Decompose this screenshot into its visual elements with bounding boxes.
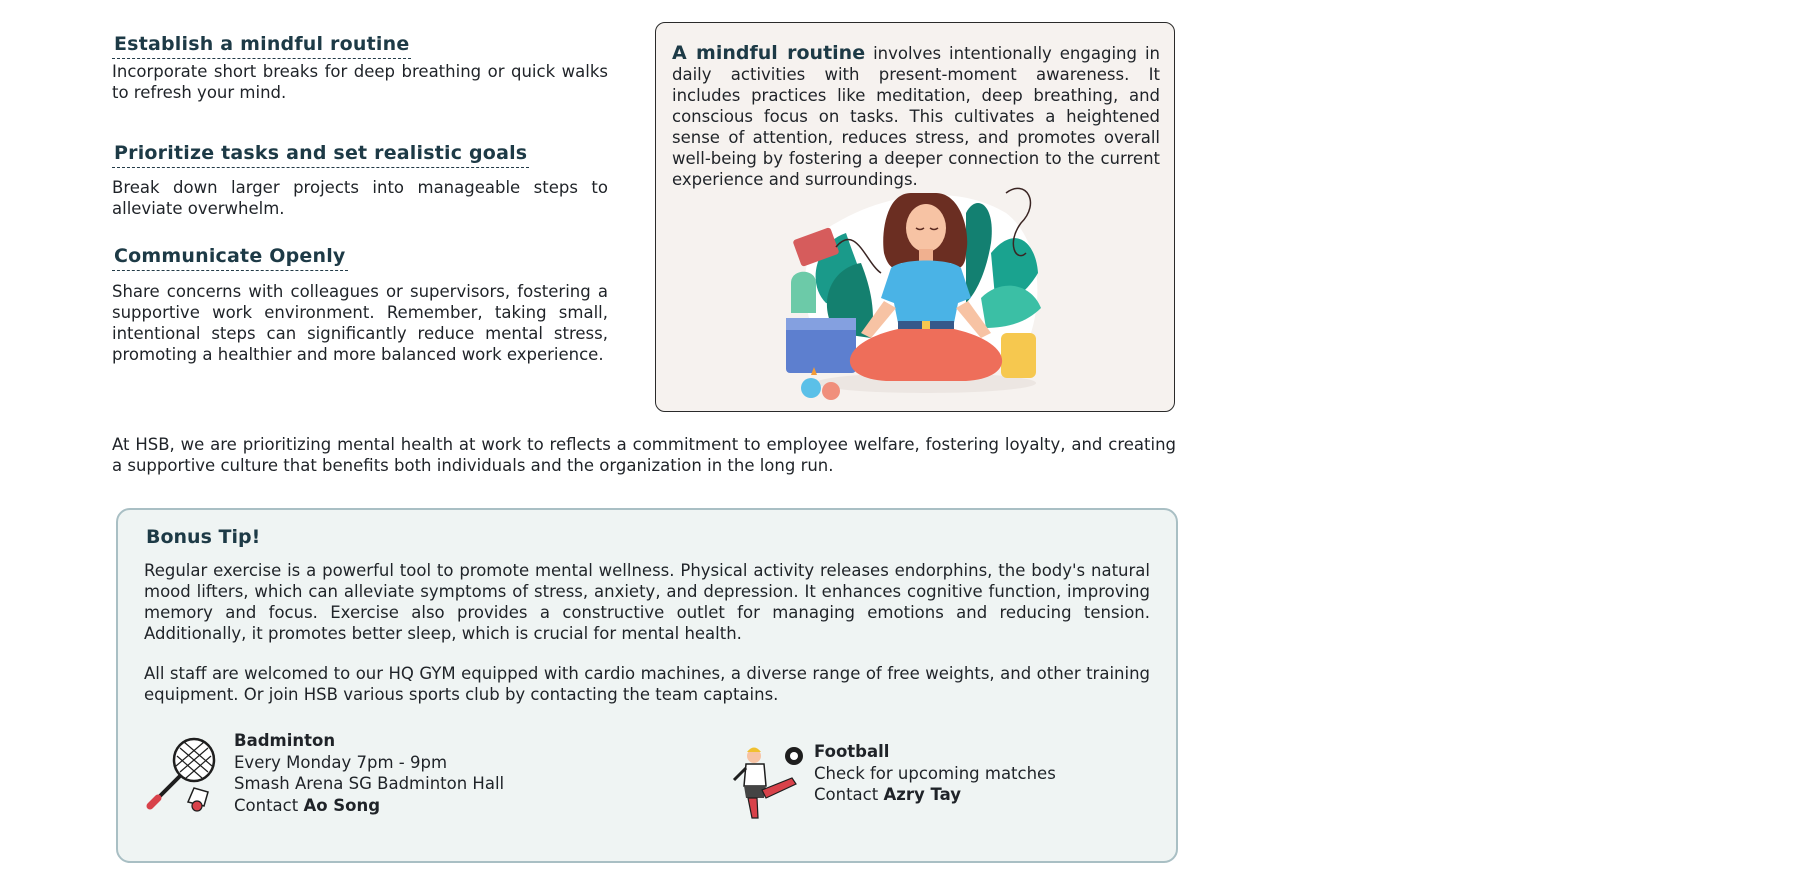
football-player-icon [730,744,808,820]
badminton-contact-prefix: Contact [234,795,304,815]
badminton-club-schedule: Every Monday 7pm - 9pm [234,752,448,772]
football-club [814,741,1056,806]
bonus-tip-card [116,508,1178,863]
tip-heading-communicate: Communicate Openly [112,245,348,271]
badminton-racket-icon [144,736,220,814]
badminton-contact-name: Ao Song [303,795,381,815]
badminton-club [234,730,504,816]
football-contact-prefix: Contact [814,785,884,804]
tip-heading-prioritize: Prioritize tasks and set realistic goals [112,142,529,168]
football-club-contact [814,784,1056,806]
hsb-commitment-statement: At HSB, we are prioritizing mental health at work to reflects a commitment to employee welfare, fostering loyalty, and creating a supportive culture that benefits both individuals and the organization in the long run. [112,435,1176,475]
mindful-routine-card [655,22,1175,412]
tip-text-prioritize: Break down larger projects into manageable steps to alleviate overwhelm. [112,178,608,218]
badminton-club-contact [234,795,504,817]
football-contact-name: Azry Tay [883,785,961,804]
football-club-name: Football [814,742,890,761]
badminton-club-name: Badminton [234,731,336,750]
badminton-club-venue: Smash Arena SG Badminton Hall [234,774,505,793]
mindful-routine-body: involves intentionally engaging in daily activities with present-moment awareness. It includes practices like meditation, deep breathing, and conscious focus on tasks. This cultivates a heightened sense of attention, reduces stress, and promotes overall well-being by fostering a deeper connection to the current experience and surroundings. [672,44,1160,189]
tip-heading-mindful-routine: Establish a mindful routine [112,33,411,59]
tip-text-mindful-routine: Incorporate short breaks for deep breathing or quick walks to refresh your mind. [112,62,608,102]
bonus-tip-title: Bonus Tip! [146,526,261,548]
mindful-routine-term: A mindful routine [672,42,866,64]
bonus-tip-gym-paragraph: All staff are welcomed to our HQ GYM equipped with cardio machines, a diverse range of free weights, and other training equipment. Or join HSB various sports club by contacting the team captains. [144,664,1150,704]
mindful-routine-description [672,43,1160,190]
tip-text-communicate: Share concerns with colleagues or supervisors, fostering a supportive work environment. Remember, taking small, intentional steps can significantly reduce mental stress, promoting a healthier and more balanced work experience. [112,282,608,364]
bonus-tip-exercise-paragraph: Regular exercise is a powerful tool to promote mental wellness. Physical activity releases endorphins, the body's natural mood lifters, which can alleviate symptoms of stress, anxiety, and depression. It enhances cognitive function, improving memory and focus. Exercise also provides a constructive outlet for managing emotions and reducing tension. Additionally, it promotes better sleep, which is crucial for mental health. [144,561,1150,643]
football-club-schedule: Check for upcoming matches [814,763,1056,783]
meditation-illustration [776,183,1076,408]
